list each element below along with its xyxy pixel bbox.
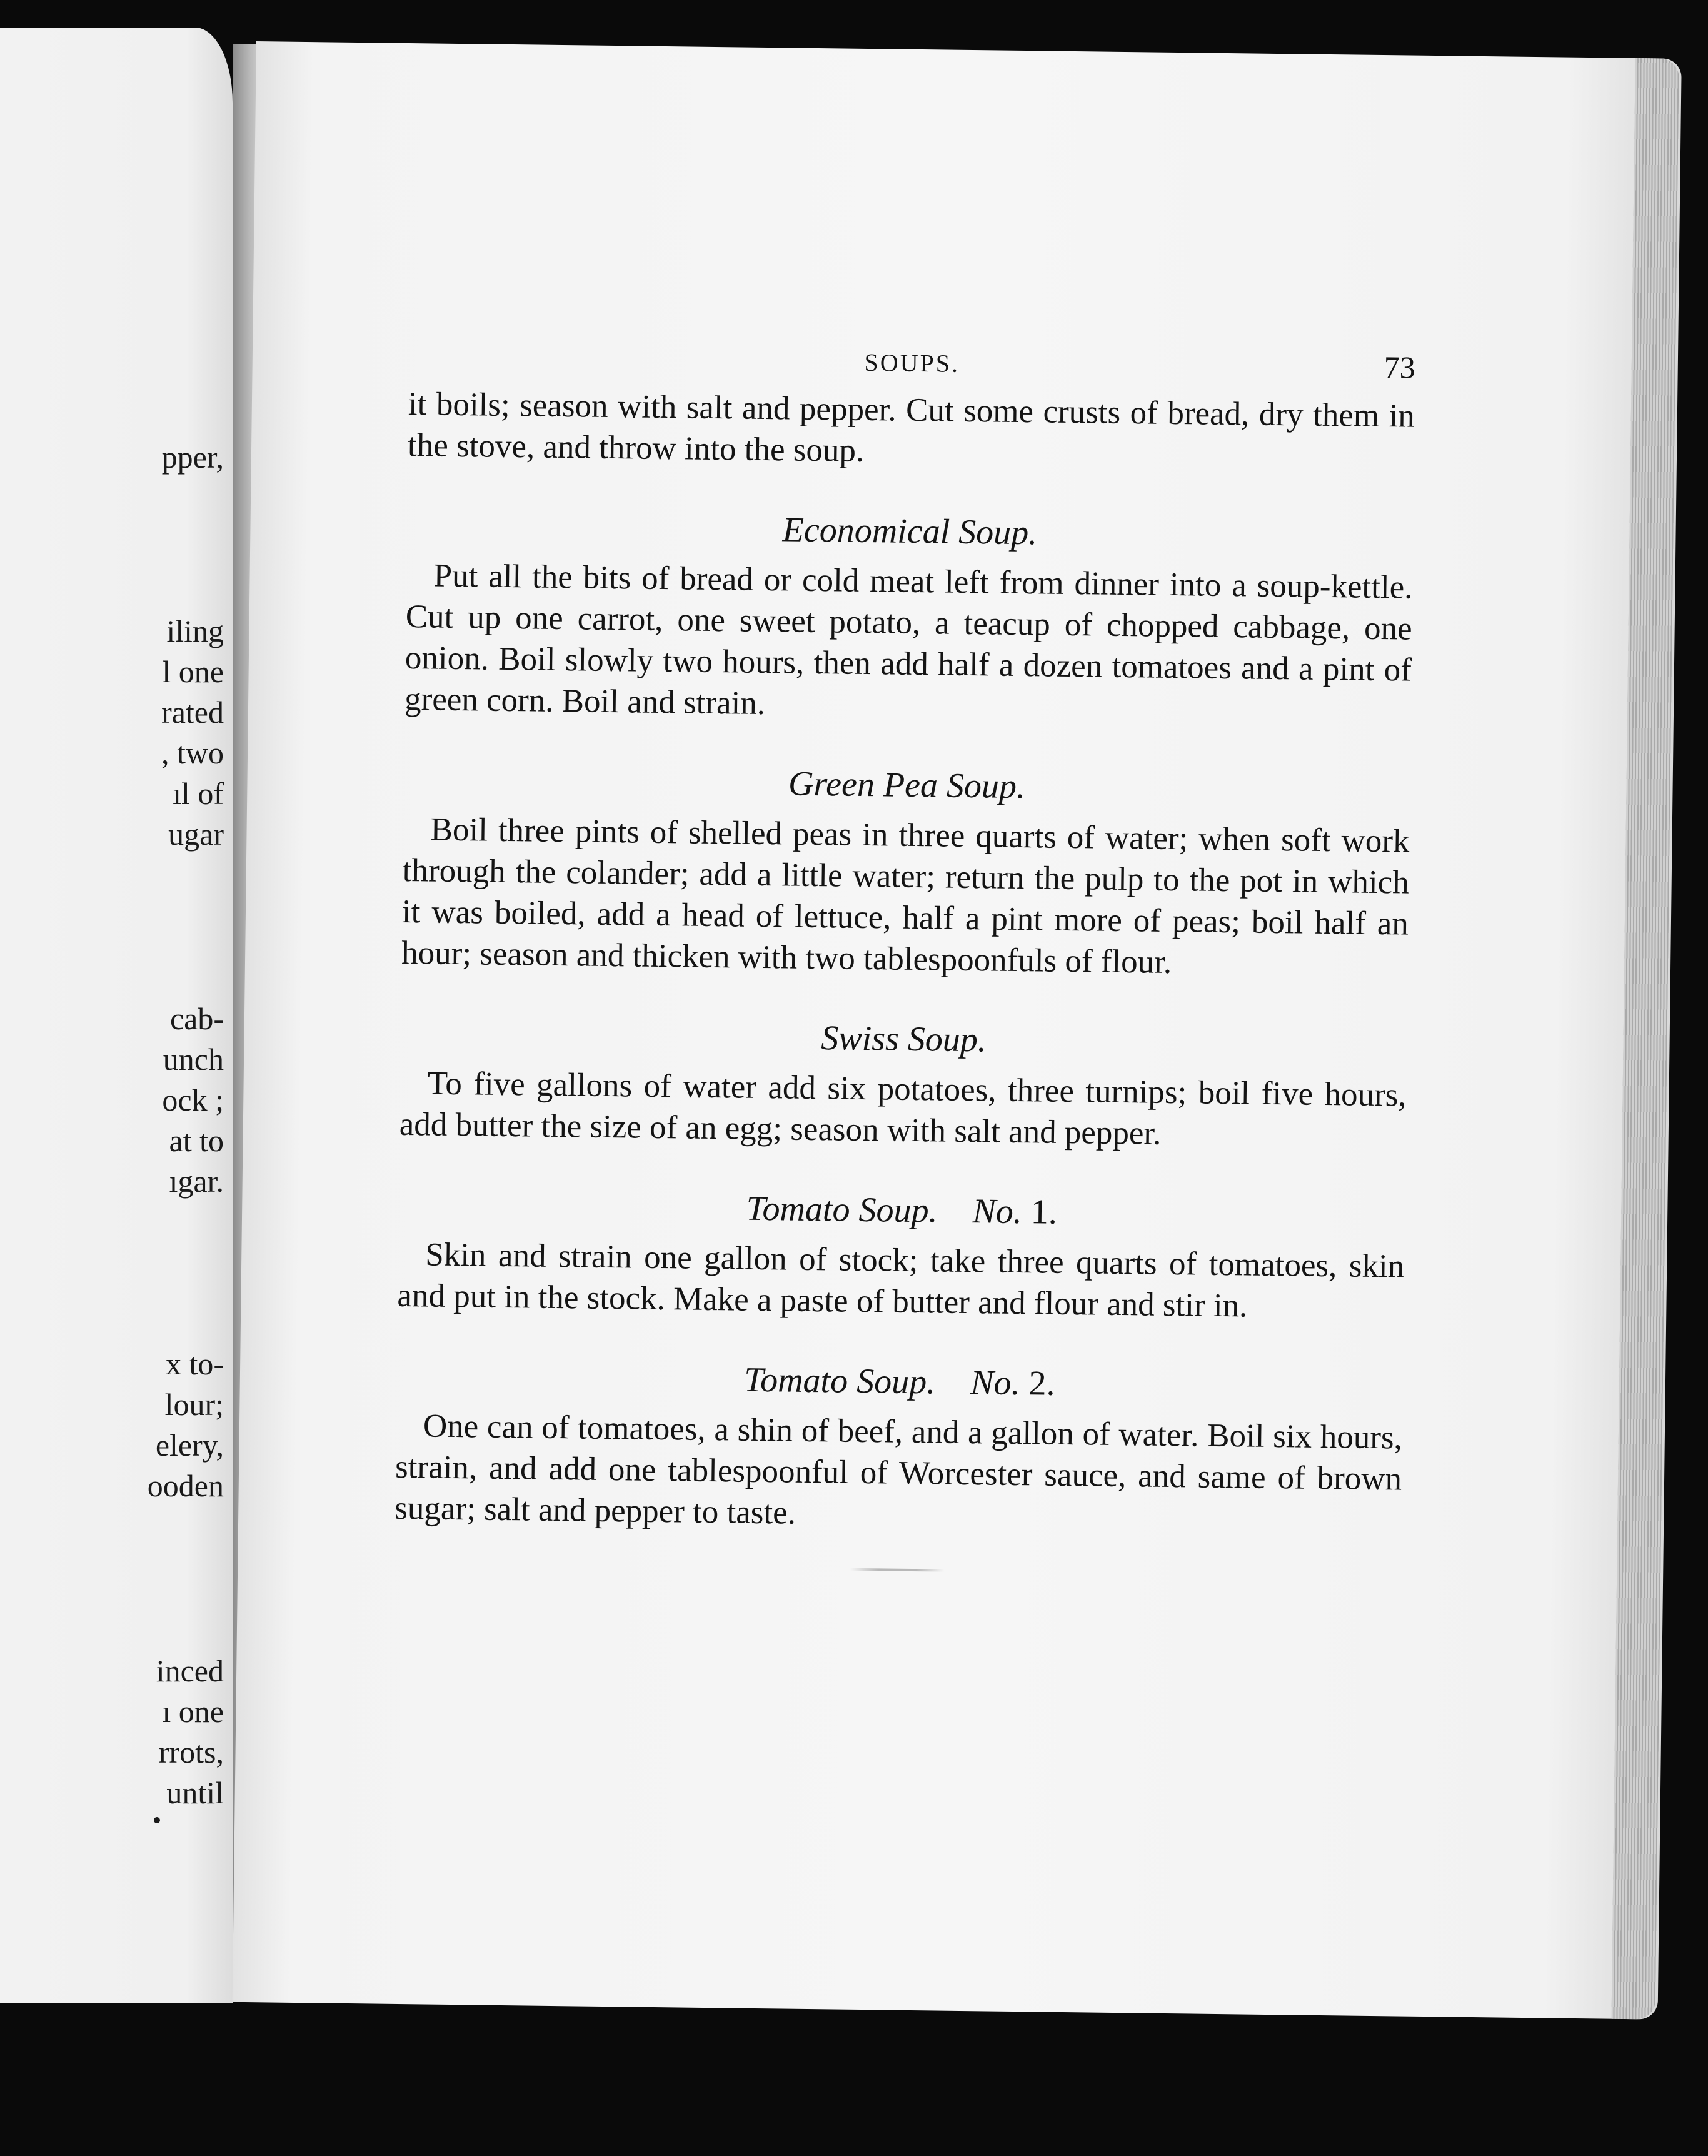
left-page-fragment: , two — [161, 735, 224, 770]
recipe-title-text: Swiss Soup. — [820, 1019, 987, 1060]
recipe-number-value: 2. — [1028, 1364, 1055, 1403]
recipe-title-text: Green Pea Soup. — [788, 764, 1026, 807]
left-page-fragment: cab- — [169, 1001, 224, 1036]
left-page-fragment: ooden — [147, 1468, 224, 1503]
recipe-title-text: Tomato Soup. — [746, 1189, 938, 1231]
end-ornament — [850, 1568, 944, 1572]
left-page-fragment: ock ; — [162, 1082, 224, 1117]
right-page — [233, 41, 1682, 2020]
recipe-number-value: 1. — [1030, 1192, 1058, 1232]
recipe-title — [398, 1184, 1405, 1237]
left-page-fragment: iling — [166, 613, 224, 648]
recipe-text: Put all the bits of bread or cold meat left from dinner into a soup-kettle. Cut up one carrot, one sweet potato, a teacup of chopped cabbage, one onion. Boil slowly two hours, then add half a dozen tomatoes and a pint of green corn. Boil and strain. — [404, 557, 1413, 722]
left-page-fragment: at to — [169, 1123, 224, 1158]
recipe-tomato-soup-1 — [397, 1184, 1405, 1329]
running-title: SOUPS. — [864, 348, 960, 378]
recipe-number — [972, 1192, 1057, 1232]
recipe-text: Skin and strain one gallon of stock; take three quarts of tomatoes, skin and put in the stock. Make a paste of butter and flour and stir in. — [397, 1236, 1405, 1324]
recipe-number-label: No. — [972, 1192, 1023, 1232]
page-number: 73 — [1384, 350, 1416, 385]
recipe-number-label: No. — [970, 1363, 1020, 1403]
recipe-title-text: Tomato Soup. — [743, 1360, 936, 1402]
ink-dot — [154, 1817, 160, 1823]
left-page-fragment: ıgar. — [169, 1164, 224, 1199]
left-page-fragment: rrots, — [158, 1735, 224, 1770]
recipe-economical-soup — [404, 505, 1414, 732]
opening-paragraph: it boils; season with salt and pepper. Cut some crusts of bread, dry them in the stove, and throw into the soup. — [407, 386, 1415, 469]
left-page-fragment: unch — [163, 1042, 224, 1077]
recipe-title — [400, 1012, 1407, 1066]
left-page-fragment: until — [166, 1775, 224, 1810]
left-page-fragment: rated — [161, 695, 224, 730]
left-page — [0, 28, 233, 2003]
recipe-title-text: Economical Soup. — [782, 510, 1038, 553]
recipe-text: Boil three pints of shelled peas in three quarts of water; when soft work through the colander; add a little water; return the pulp to the pot in which it was boiled, add a head of lettuce, half a pint more of peas; boil half an hour; season and thicken with two tablespoonfuls of flour. — [401, 811, 1410, 980]
left-page-fragment: ugar — [168, 817, 224, 852]
recipe-text: One can of tomatoes, a shin of beef, and a gallon of water. Boil six hours, strain, and add one tablespoonful of Worcester sauce, and same of brown sugar; salt and pepper to taste. — [394, 1408, 1403, 1531]
left-page-fragment: pper, — [161, 440, 224, 475]
page-edges — [1612, 58, 1679, 2020]
recipe-green-pea-soup — [401, 758, 1410, 986]
left-page-fragment: l one — [162, 654, 224, 689]
left-page-fragment: elery, — [155, 1428, 224, 1463]
recipe-tomato-soup-2 — [394, 1355, 1403, 1541]
recipe-title — [406, 505, 1414, 558]
left-page-fragment: x to- — [165, 1346, 224, 1381]
recipe-swiss-soup — [399, 1012, 1407, 1157]
left-page-fragment: inced — [156, 1653, 224, 1688]
page-content — [394, 333, 1415, 1578]
left-page-fragment: ı one — [162, 1694, 224, 1729]
recipe-title — [403, 758, 1410, 812]
recipe-text: To five gallons of water add six potatoes, three turnips; boil five hours, add butter the size of an egg; season with salt and pepper. — [399, 1065, 1407, 1152]
left-page-fragment: lour; — [164, 1387, 224, 1422]
recipe-number — [970, 1363, 1055, 1403]
left-page-fragment: ıl of — [173, 776, 224, 811]
recipe-title — [396, 1355, 1404, 1409]
